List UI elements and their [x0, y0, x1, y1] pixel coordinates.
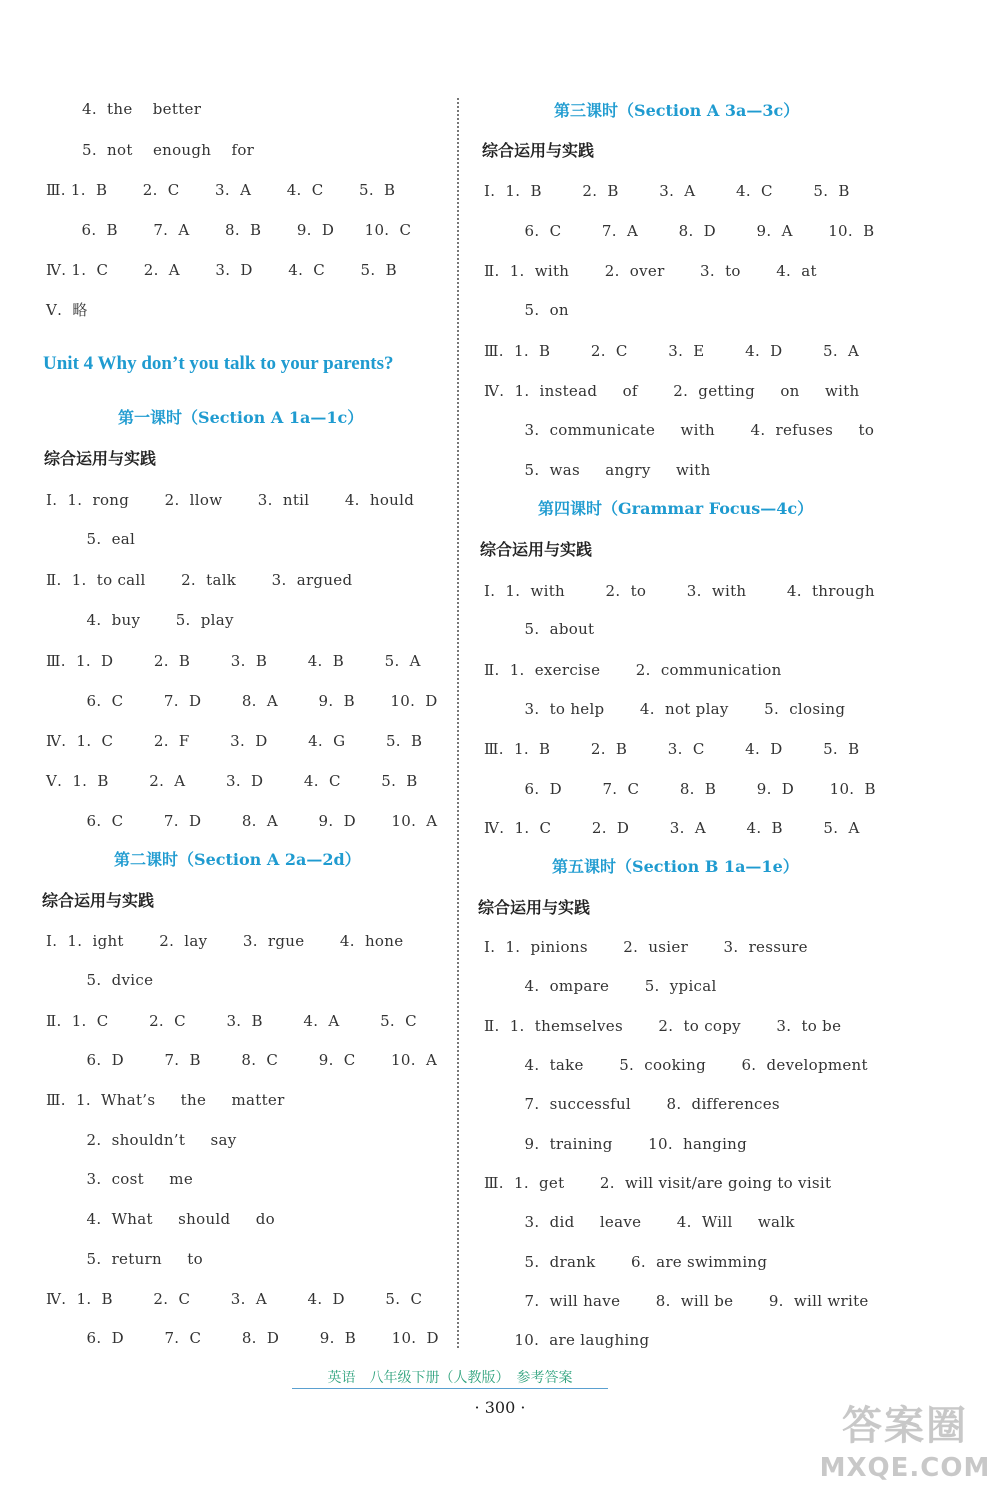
answer-line: 5. on [484, 301, 569, 319]
lesson-title-cn: 第五课时 [552, 857, 617, 876]
lesson-title [552, 857, 799, 877]
answer-line: 3. to help 4. not play 5. closing [484, 700, 846, 718]
answer-line: 6. D 7. C 8. D 9. B 10. D [46, 1329, 439, 1347]
answer-line: Ⅱ. 1. themselves 2. to copy 3. to be [484, 1017, 842, 1035]
answer-line: Ⅰ. 1. rong 2. llow 3. ntil 4. hould [46, 491, 415, 509]
lesson-title-cn: 第三课时 [554, 101, 619, 120]
watermark-bottom-text: MXQE.COM [819, 1453, 991, 1483]
answer-line: 3. cost me [46, 1170, 193, 1188]
answer-line: 4. the better [82, 100, 202, 118]
answer-line: Ⅲ. 1. What’s the matter [46, 1091, 285, 1109]
answer-line: 10. are laughing [484, 1331, 650, 1349]
unit-title: Unit 4 Why don’t you talk to your parents? [43, 353, 394, 374]
answer-line: 5. dvice [46, 971, 154, 989]
footer-book-title: 英语 八年级下册（人教版） 参考答案 [292, 1368, 608, 1389]
answer-line: 5. drank 6. are swimming [484, 1253, 768, 1271]
section-heading: 综合运用与实践 [480, 540, 593, 559]
answer-line: 6. D 7. B 8. C 9. C 10. A [46, 1051, 438, 1069]
lesson-title-en: （Grammar Focus—4c） [602, 499, 814, 518]
answer-line: Ⅱ. 1. exercise 2. communication [484, 661, 782, 679]
lesson-title [118, 408, 363, 428]
answer-line: 4. ompare 5. ypical [484, 977, 717, 995]
answer-line: 5. return to [46, 1250, 203, 1268]
answer-line: Ⅰ. 1. B 2. B 3. A 4. C 5. B [484, 182, 850, 200]
answer-line: 4. buy 5. play [46, 611, 234, 629]
answer-line: 4. take 5. cooking 6. development [484, 1056, 868, 1074]
lesson-title-en: （Section A 2a—2d） [178, 850, 361, 869]
answer-line: Ⅱ. 1. to call 2. talk 3. argued [46, 571, 353, 589]
answer-line: 6. B 7. A 8. B 9. D 10. C [46, 221, 412, 239]
page-number: · 300 · [474, 1398, 526, 1417]
section-heading: 综合运用与实践 [478, 898, 591, 917]
answer-line: 3. did leave 4. Will walk [484, 1213, 795, 1231]
answer-line: 6. C 7. A 8. D 9. A 10. B [484, 222, 875, 240]
answer-line: Ⅳ. 1. B 2. C 3. A 4. D 5. C [46, 1290, 423, 1308]
answer-line: 4. What should do [46, 1210, 276, 1228]
column-divider [457, 98, 459, 1348]
answer-line: Ⅰ. 1. with 2. to 3. with 4. through [484, 582, 875, 600]
answer-line: 5. eal [46, 530, 136, 548]
answer-line: Ⅲ. 1. D 2. B 3. B 4. B 5. A [46, 652, 421, 670]
answer-line: Ⅱ. 1. C 2. C 3. B 4. A 5. C [46, 1012, 417, 1030]
watermark-logo [815, 1400, 995, 1492]
answer-line: Ⅳ. 1. C 2. F 3. D 4. G 5. B [46, 732, 423, 750]
answer-line: 2. shouldn’t say [46, 1131, 237, 1149]
answer-line: 7. successful 8. differences [484, 1095, 780, 1113]
section-heading: 综合运用与实践 [44, 449, 157, 468]
lesson-title-cn: 第二课时 [114, 850, 179, 869]
answer-line: Ⅳ. 1. C 2. A 3. D 4. C 5. B [46, 261, 397, 279]
answer-line: 6. C 7. D 8. A 9. B 10. D [46, 692, 438, 710]
lesson-title-cn: 第四课时 [538, 499, 603, 518]
section-heading: 综合运用与实践 [482, 141, 595, 160]
answer-line: 5. not enough for [82, 141, 255, 159]
answer-line: Ⅳ. 1. C 2. D 3. A 4. B 5. A [484, 819, 860, 837]
answer-line: 5. was angry with [484, 461, 711, 479]
lesson-title-en: （Section B 1a—1e） [616, 857, 799, 876]
answer-line: Ⅰ. 1. pinions 2. usier 3. ressure [484, 938, 808, 956]
watermark-top-text: 答案圈 [842, 1403, 968, 1449]
answer-line: Ⅰ. 1. ight 2. lay 3. rgue 4. hone [46, 932, 404, 950]
answer-line: Ⅲ. 1. B 2. B 3. C 4. D 5. B [484, 740, 860, 758]
answer-line: 5. about [484, 620, 595, 638]
answer-line: Ⅴ. 略 [46, 301, 88, 319]
answer-line: 3. communicate with 4. refuses to [484, 421, 875, 439]
answer-line: 7. will have 8. will be 9. will write [484, 1292, 869, 1310]
lesson-title-en: （Section A 1a—1c） [182, 408, 364, 427]
answer-line: Ⅴ. 1. B 2. A 3. D 4. C 5. B [46, 772, 418, 790]
answer-line: Ⅲ. 1. get 2. will visit/are going to visit [484, 1174, 832, 1192]
answer-line: 9. training 10. hanging [484, 1135, 748, 1153]
answer-line: Ⅱ. 1. with 2. over 3. to 4. at [484, 262, 817, 280]
section-heading: 综合运用与实践 [42, 891, 155, 910]
answer-line: Ⅲ. 1. B 2. C 3. E 4. D 5. A [484, 342, 860, 360]
lesson-title [538, 499, 813, 519]
lesson-title [114, 850, 361, 870]
lesson-title [554, 101, 799, 121]
lesson-title-cn: 第一课时 [118, 408, 183, 427]
lesson-title-en: （Section A 3a—3c） [618, 101, 800, 120]
answer-line: Ⅲ. 1. B 2. C 3. A 4. C 5. B [46, 181, 396, 199]
answer-line: Ⅳ. 1. instead of 2. getting on with [484, 382, 860, 400]
answer-line: 6. C 7. D 8. A 9. D 10. A [46, 812, 438, 830]
answer-line: 6. D 7. C 8. B 9. D 10. B [484, 780, 876, 798]
